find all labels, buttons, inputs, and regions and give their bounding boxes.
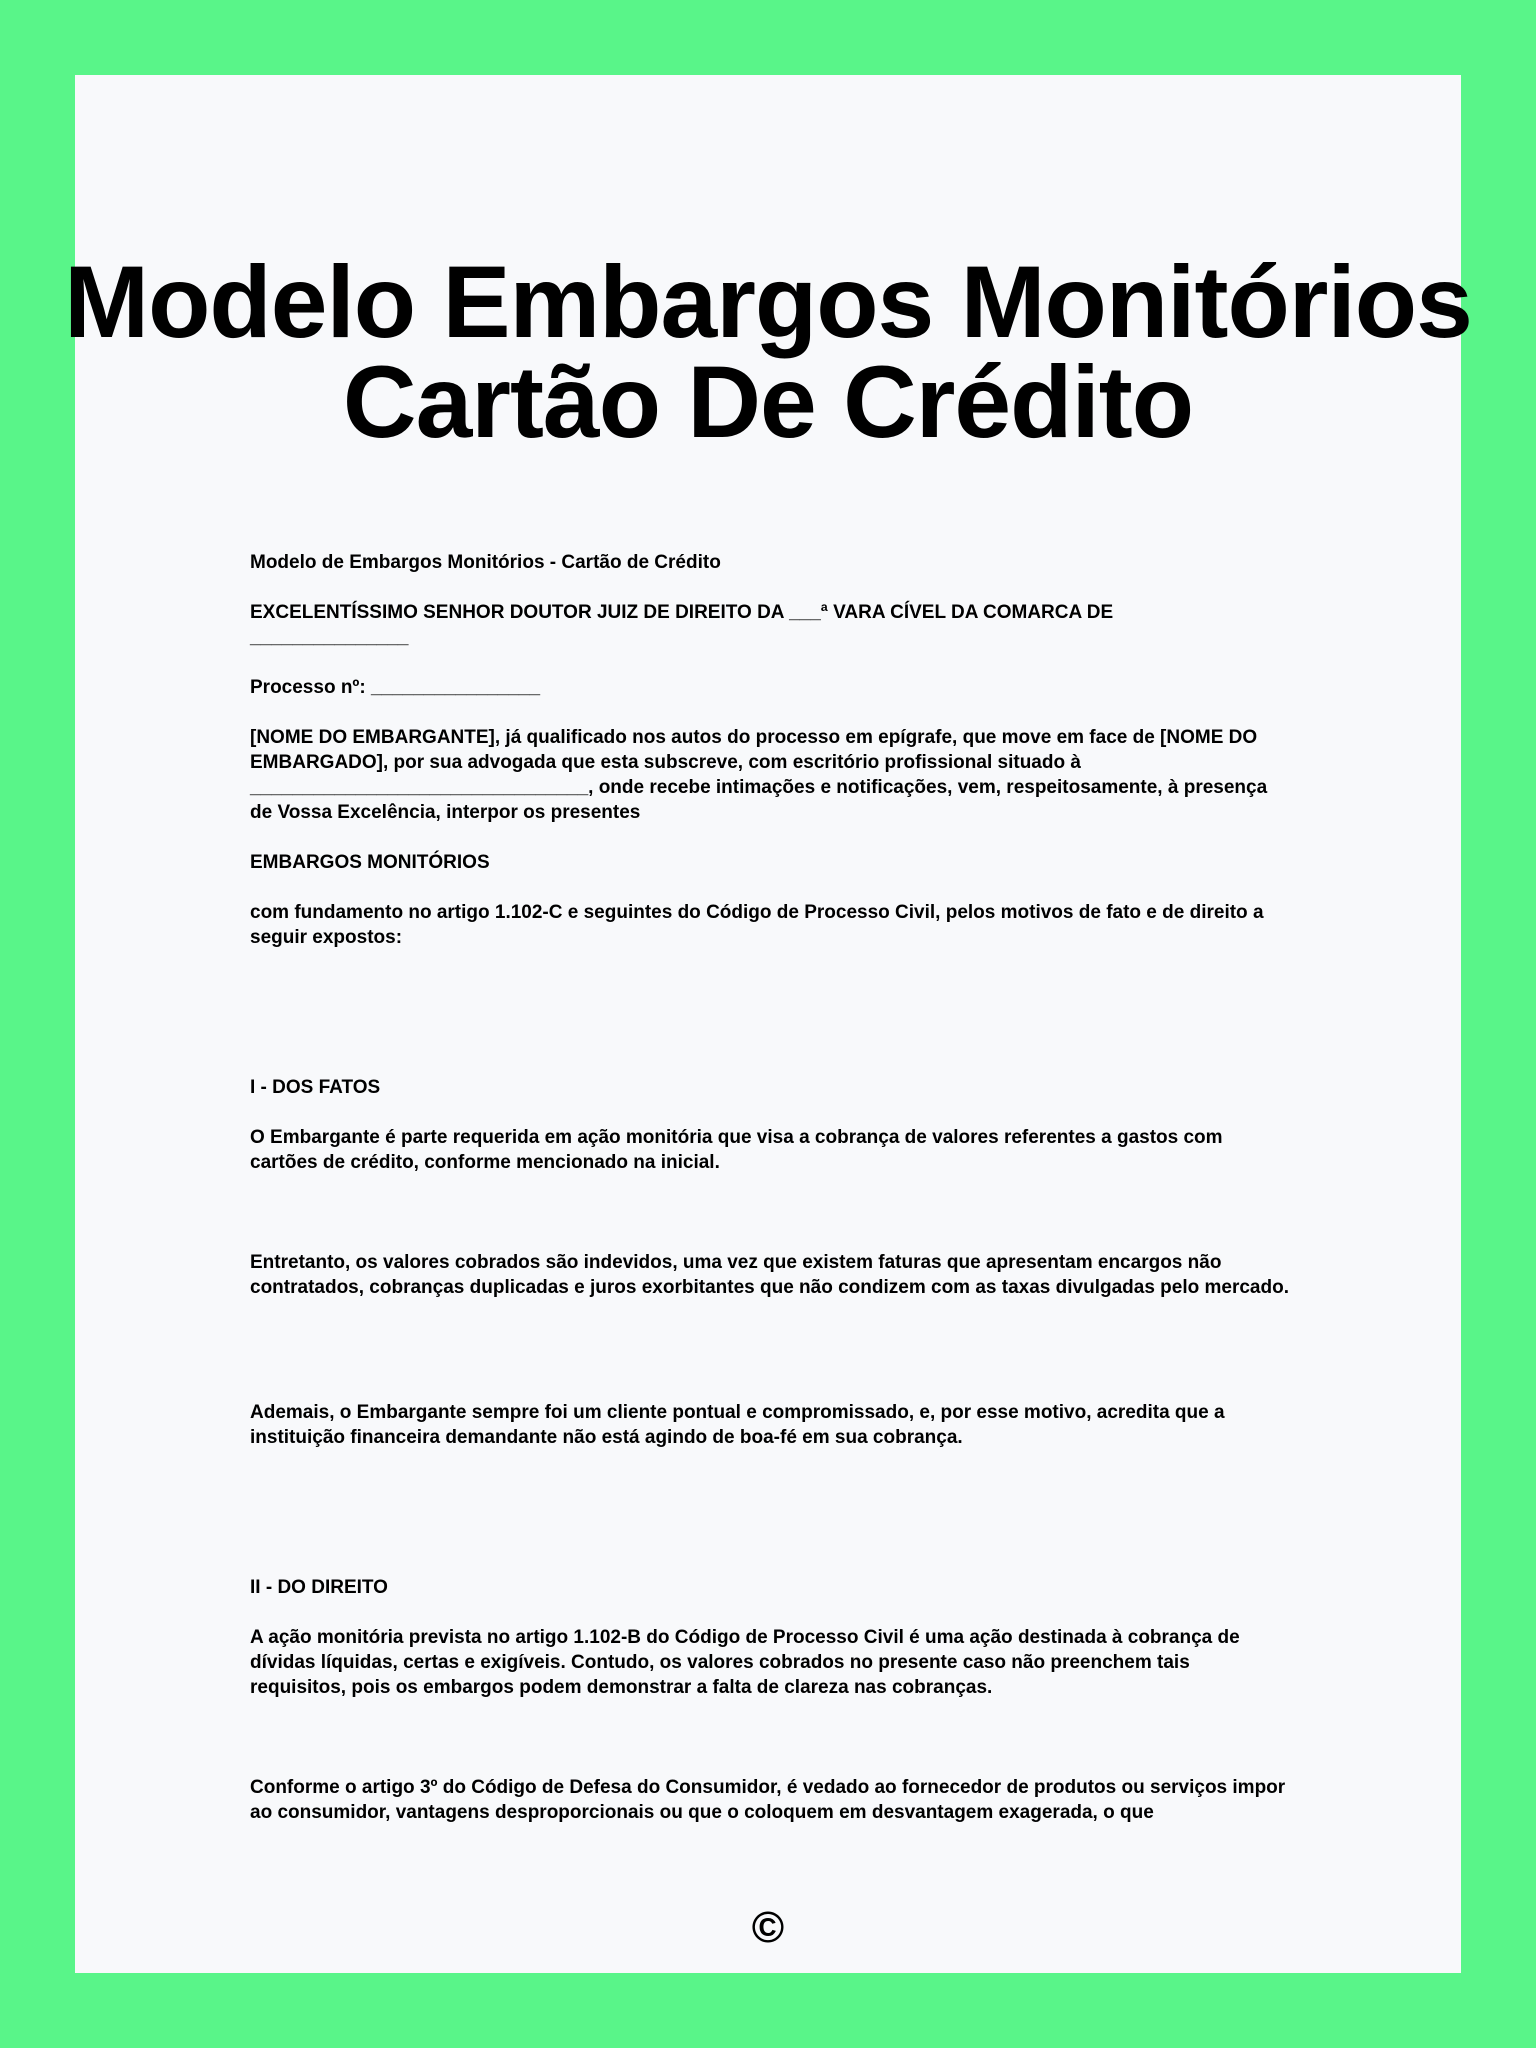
law-paragraph-2: Conforme o artigo 3º do Código de Defesa do Consumidor, é vedado ao fornecedor de produtos ou serviços impor ao consumidor, vantagens desproporcionais ou que o coloquem em desvantagem exagerada, o que — [250, 1777, 1286, 1823]
process-number: Processo nº: ________________ — [250, 677, 541, 698]
title-line-2: Cartão De Crédito — [342, 345, 1194, 459]
facts-paragraph-2: Entretanto, os valores cobrados são indevidos, uma vez que existem faturas que apresentam encargos não contratados, cobranças duplicadas e juros exorbitantes que não condizem com as taxas divulgadas pelo mercado. — [250, 1252, 1289, 1298]
page-title — [0, 245, 1536, 459]
intro-paragraph: [NOME DO EMBARGANTE], já qualificado nos autos do processo em epígrafe, que move em face de [NOME DO EMBARGADO], por sua advogada que esta subscreve, com escritório profissional situado à ________________________________, onde recebe intimações e notificações, vem, respeitosamente, à presença de Vossa Excelência, interpor os presentes — [250, 727, 1268, 823]
document-heading: Modelo de Embargos Monitórios - Cartão de Crédito — [250, 552, 721, 573]
title-line-1: Modelo Embargos Monitórios — [64, 245, 1472, 359]
copyright-icon: © — [751, 1903, 785, 1952]
addressee-line-2: _______________ — [250, 627, 409, 648]
section-facts-heading: I - DOS FATOS — [250, 1077, 381, 1098]
section-law-heading: II - DO DIREITO — [250, 1577, 388, 1598]
facts-paragraph-3: Ademais, o Embargante sempre foi um cliente pontual e compromissado, e, por esse motivo, acredita que a instituição financeira demandante não está agindo de boa-fé em sua cobrança. — [250, 1402, 1225, 1448]
foundation-paragraph: com fundamento no artigo 1.102-C e seguintes do Código de Processo Civil, pelos motivos de fato e de direito a seguir expostos: — [250, 902, 1264, 948]
law-paragraph-1: A ação monitória prevista no artigo 1.102-B do Código de Processo Civil é uma ação destinada à cobrança de dívidas líquidas, certas e exigíveis. Contudo, os valores cobrados no presente caso não preenchem tais requisitos, pois os embargos podem demonstrar a falta de clareza nas cobranças. — [250, 1627, 1240, 1698]
facts-paragraph-1: O Embargante é parte requerida em ação monitória que visa a cobrança de valores referentes a gastos com cartões de crédito, conforme mencionado na inicial. — [250, 1127, 1223, 1173]
addressee-line-1: EXCELENTÍSSIMO SENHOR DOUTOR JUIZ DE DIREITO DA ___ª VARA CÍVEL DA COMARCA DE — [250, 602, 1114, 623]
action-title: EMBARGOS MONITÓRIOS — [250, 852, 490, 873]
